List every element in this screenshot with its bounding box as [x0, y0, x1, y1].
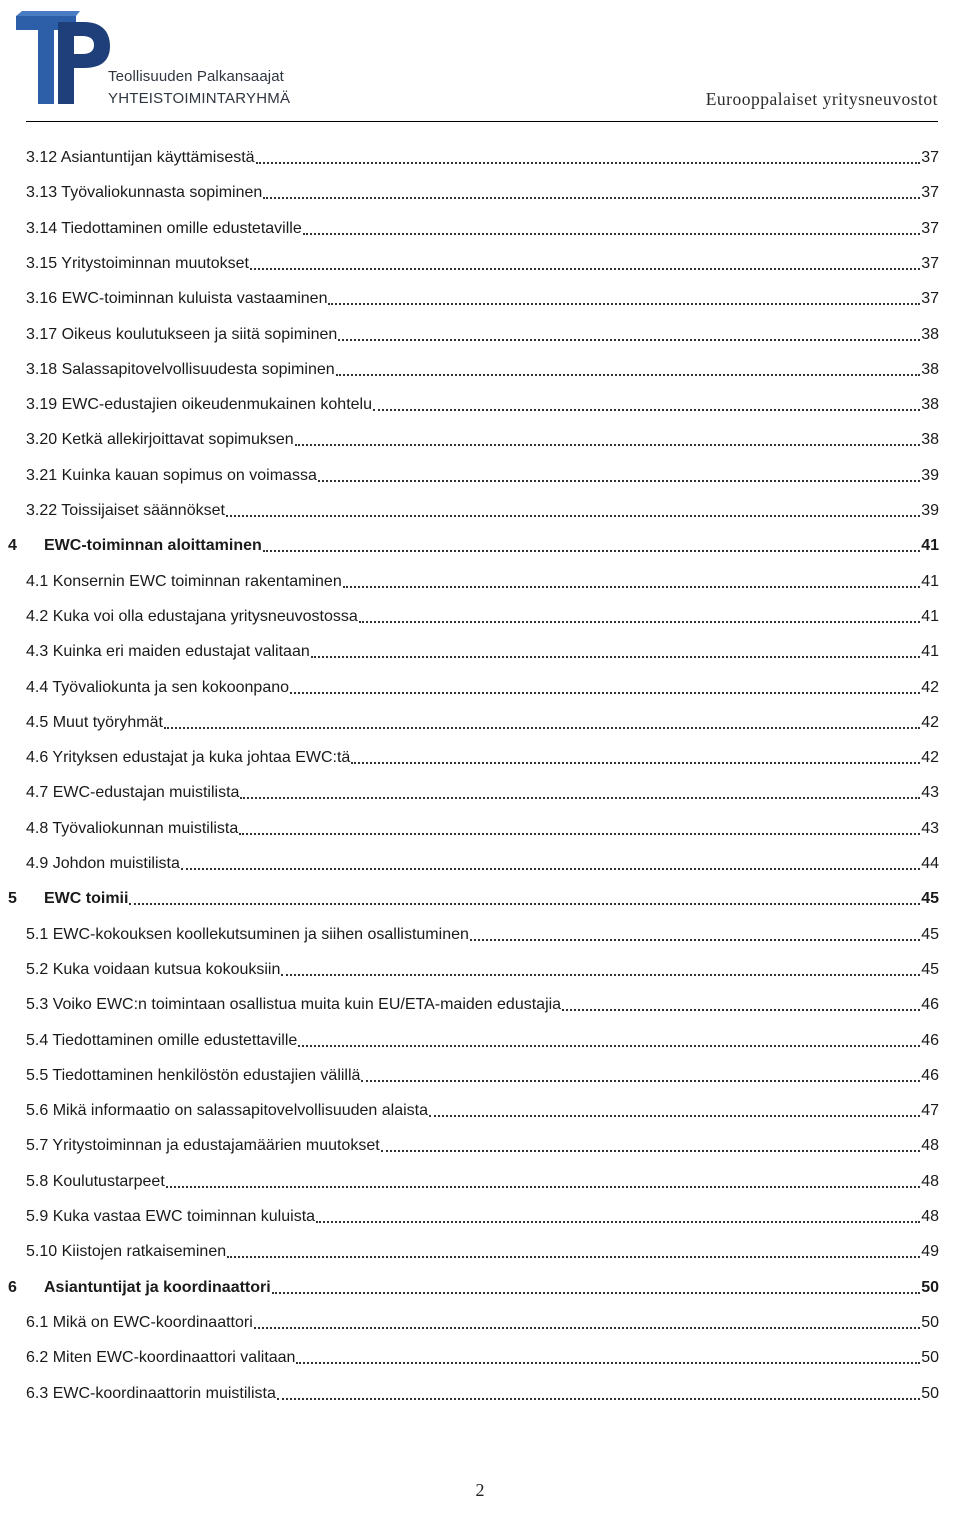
toc-entry[interactable]	[26, 569, 939, 595]
toc-entry-title: 6.3 EWC-koordinaattorin muistilista	[26, 1384, 276, 1402]
toc-entry-title: 6.1 Mikä on EWC-koordinaattori	[26, 1313, 253, 1331]
toc-entry-page: 42	[921, 678, 939, 696]
toc-entry[interactable]	[26, 322, 939, 348]
toc-entry-page: 45	[921, 925, 939, 943]
toc-entry-title: 5.3 Voiko EWC:n toimintaan osallistua muita kuin EU/ETA-maiden edustajia	[26, 996, 562, 1014]
toc-dot-leader	[562, 1009, 920, 1011]
toc-entry-page: 43	[921, 784, 939, 802]
toc-dot-leader	[181, 868, 920, 870]
toc-dot-leader	[429, 1115, 920, 1117]
toc-dot-leader	[256, 162, 921, 164]
toc-dot-leader	[164, 727, 920, 729]
toc-entry-page: 48	[921, 1172, 939, 1190]
toc-dot-leader	[470, 939, 920, 941]
toc-entry[interactable]	[26, 1381, 939, 1407]
toc-entry-page: 37	[921, 254, 939, 272]
toc-entry-page: 39	[921, 502, 939, 519]
toc-entry-page: 37	[921, 219, 939, 237]
toc-entry[interactable]	[26, 1310, 939, 1336]
toc-dot-leader	[263, 197, 920, 199]
toc-dot-leader	[303, 233, 920, 235]
toc-entry-page: 44	[921, 855, 939, 872]
toc-entry-page: 45	[921, 890, 939, 908]
toc-entry-page: 50	[921, 1313, 939, 1331]
toc-chapter-entry[interactable]	[8, 1275, 939, 1301]
toc-entry-title: 3.14 Tiedottaminen omille edustetaville	[26, 219, 302, 237]
toc-dot-leader	[290, 692, 920, 694]
toc-entry-title: 4.6 Yrityksen edustajat ja kuka johtaa EWC:tä	[26, 749, 351, 767]
toc-entry-page: 48	[921, 1137, 939, 1155]
tp-logo	[14, 8, 289, 113]
toc-entry-title: 3.16 EWC-toiminnan kuluista vastaaminen	[26, 290, 328, 308]
toc-entry-title: 3.19 EWC-edustajien oikeudenmukainen kohtelu	[26, 396, 372, 414]
toc-entry-title: 3.12 Asiantuntijan käyttämisestä	[26, 149, 255, 166]
toc-entry[interactable]	[26, 957, 939, 983]
toc-entry-title: 5.8 Koulutustarpeet	[26, 1172, 165, 1190]
toc-dot-leader	[295, 444, 921, 446]
toc-entry-title: 3.15 Yritystoiminnan muutokset	[26, 254, 249, 272]
toc-dot-leader	[272, 1292, 921, 1294]
toc-entry-page: 41	[921, 537, 939, 555]
toc-entry[interactable]	[26, 463, 939, 489]
logo-text-line2: YHTEISTOIMINTARYHMÄ	[108, 90, 291, 107]
toc-entry-page: 37	[921, 149, 939, 166]
toc-entry[interactable]	[26, 1204, 939, 1230]
toc-entry[interactable]	[26, 427, 939, 453]
document-title: Eurooppalaiset yritysneuvostot	[705, 89, 938, 109]
toc-dot-leader	[338, 339, 920, 341]
toc-entry-page: 37	[921, 184, 939, 202]
toc-entry-page: 49	[921, 1243, 939, 1261]
toc-dot-leader	[129, 903, 920, 905]
toc-dot-leader	[343, 586, 920, 588]
toc-entry-title: EWC-toiminnan aloittaminen	[44, 537, 262, 555]
toc-entry[interactable]	[26, 145, 939, 171]
toc-entry-title: 4.1 Konsernin EWC toiminnan rakentaminen	[26, 572, 342, 590]
toc-entry[interactable]	[26, 357, 939, 383]
toc-entry-title: 4.3 Kuinka eri maiden edustajat valitaan	[26, 643, 310, 661]
logo-text-line1: Teollisuuden Palkansaajat	[108, 68, 284, 85]
toc-dot-leader	[226, 515, 920, 517]
toc-entry-title: 3.20 Ketkä allekirjoittavat sopimuksen	[26, 431, 294, 449]
toc-dot-leader	[298, 1045, 920, 1047]
toc-entry[interactable]	[26, 286, 939, 312]
toc-entry[interactable]	[26, 745, 939, 771]
toc-entry[interactable]	[26, 816, 939, 842]
toc-dot-leader	[296, 1362, 920, 1364]
toc-entry[interactable]	[26, 1169, 939, 1195]
toc-entry-page: 38	[921, 325, 939, 343]
toc-entry[interactable]	[26, 1098, 939, 1124]
toc-chapter-number: 6	[8, 1278, 17, 1296]
page-number: 2	[475, 1480, 485, 1500]
toc-entry-page: 50	[921, 1349, 939, 1367]
toc-entry-title: 5.2 Kuka voidaan kutsua kokouksiin	[26, 960, 281, 978]
toc-dot-leader	[250, 268, 920, 270]
toc-dot-leader	[281, 974, 920, 976]
toc-dot-leader	[254, 1327, 920, 1329]
toc-entry-title: 3.18 Salassapitovelvollisuudesta sopiminen	[26, 360, 335, 378]
toc-entry[interactable]	[26, 922, 939, 948]
toc-dot-leader	[240, 797, 920, 799]
toc-entry-title: 5.4 Tiedottaminen omille edustettaville	[26, 1031, 298, 1049]
toc-entry-page: 48	[921, 1208, 939, 1225]
toc-entry-title: 5.9 Kuka vastaa EWC toiminnan kuluista	[26, 1208, 316, 1225]
toc-entry-title: 6.2 Miten EWC-koordinaattori valitaan	[26, 1349, 296, 1367]
toc-entry[interactable]	[26, 216, 939, 242]
toc-entry-page: 46	[921, 1031, 939, 1049]
toc-entry-title: 4.9 Johdon muistilista	[26, 855, 180, 872]
toc-entry-page: 43	[921, 819, 939, 837]
toc-entry-page: 41	[921, 572, 939, 590]
toc-dot-leader	[263, 550, 920, 552]
toc-entry-page: 50	[921, 1278, 939, 1296]
toc-entry[interactable]	[26, 710, 939, 736]
toc-entry-page: 41	[921, 607, 939, 625]
toc-entry[interactable]	[26, 180, 939, 206]
toc-dot-leader	[351, 762, 920, 764]
toc-dot-leader	[239, 833, 920, 835]
toc-entry-title: 5.1 EWC-kokouksen koollekutsuminen ja siihen osallistuminen	[26, 925, 469, 943]
toc-chapter-entry[interactable]	[8, 886, 939, 912]
toc-entry-title: 5.10 Kiistojen ratkaiseminen	[26, 1243, 227, 1261]
toc-dot-leader	[359, 621, 920, 623]
page-header	[0, 0, 960, 125]
toc-entry-page: 38	[921, 431, 939, 449]
toc-entry-title: 5.6 Mikä informaatio on salassapitovelvollisuuden alaista	[26, 1102, 428, 1120]
toc-entry-title: 4.2 Kuka voi olla edustajana yritysneuvostossa	[26, 607, 358, 625]
toc-entry[interactable]	[26, 392, 939, 418]
toc-entry-page: 45	[921, 960, 939, 978]
toc-entry-page: 39	[921, 466, 939, 484]
toc-entry-title: Asiantuntijat ja koordinaattori	[44, 1278, 271, 1296]
toc-entry-page: 42	[921, 713, 939, 731]
toc-entry[interactable]	[26, 604, 939, 630]
toc-entry[interactable]	[26, 851, 939, 877]
toc-entry[interactable]	[26, 992, 939, 1018]
toc-dot-leader	[336, 374, 921, 376]
toc-entry-page: 41	[921, 643, 939, 661]
toc-dot-leader	[227, 1256, 920, 1258]
toc-entry-page: 42	[921, 749, 939, 767]
toc-dot-leader	[166, 1186, 920, 1188]
toc-entry-title: 4.4 Työvaliokunta ja sen kokoonpano	[26, 678, 290, 696]
toc-entry-page: 46	[921, 1066, 939, 1084]
toc-entry-title: 3.22 Toissijaiset säännökset	[26, 502, 225, 519]
toc-entry-title: 4.7 EWC-edustajan muistilista	[26, 784, 240, 802]
toc-entry[interactable]	[26, 639, 939, 665]
toc-entry[interactable]	[26, 1133, 939, 1159]
toc-entry[interactable]	[26, 251, 939, 277]
toc-entry-title: 5.7 Yritystoiminnan ja edustajamäärien muutokset	[26, 1137, 380, 1155]
toc-dot-leader	[361, 1080, 920, 1082]
toc-entry-title: 3.21 Kuinka kauan sopimus on voimassa	[26, 466, 317, 484]
toc-dot-leader	[311, 656, 920, 658]
toc-chapter-number: 4	[8, 537, 17, 555]
toc-entry-page: 46	[921, 996, 939, 1014]
toc-dot-leader	[318, 480, 920, 482]
toc-entry-title: 3.13 Työvaliokunnasta sopiminen	[26, 184, 263, 202]
header-divider	[26, 121, 938, 122]
toc-entry[interactable]	[26, 1345, 939, 1371]
toc-entry-page: 38	[921, 360, 939, 378]
toc-dot-leader	[381, 1150, 921, 1152]
toc-entry-title: 5.5 Tiedottaminen henkilöstön edustajien välillä	[26, 1066, 361, 1084]
toc-chapter-number: 5	[8, 890, 17, 908]
toc-chapter-entry[interactable]	[8, 533, 939, 559]
toc-entry-title: 3.17 Oikeus koulutukseen ja siitä sopiminen	[26, 325, 338, 343]
toc-dot-leader	[277, 1398, 920, 1400]
toc-entry[interactable]	[26, 498, 939, 524]
toc-dot-leader	[316, 1221, 920, 1223]
toc-dot-leader	[373, 409, 920, 411]
toc-dot-leader	[328, 303, 920, 305]
toc-entry-title: EWC toimii	[44, 890, 129, 908]
toc-entry[interactable]	[26, 780, 939, 806]
toc-entry-page: 37	[921, 290, 939, 308]
toc-entry-page: 47	[921, 1102, 939, 1120]
toc-entry-page: 50	[921, 1384, 939, 1402]
toc-entry[interactable]	[26, 675, 939, 701]
toc-entry-title: 4.5 Muut työryhmät	[26, 713, 163, 731]
toc-entry-page: 38	[921, 396, 939, 414]
toc-entry[interactable]	[26, 1028, 939, 1054]
toc-entry-title: 4.8 Työvaliokunnan muistilista	[26, 819, 239, 837]
toc-entry[interactable]	[26, 1239, 939, 1265]
toc-entry[interactable]	[26, 1063, 939, 1089]
